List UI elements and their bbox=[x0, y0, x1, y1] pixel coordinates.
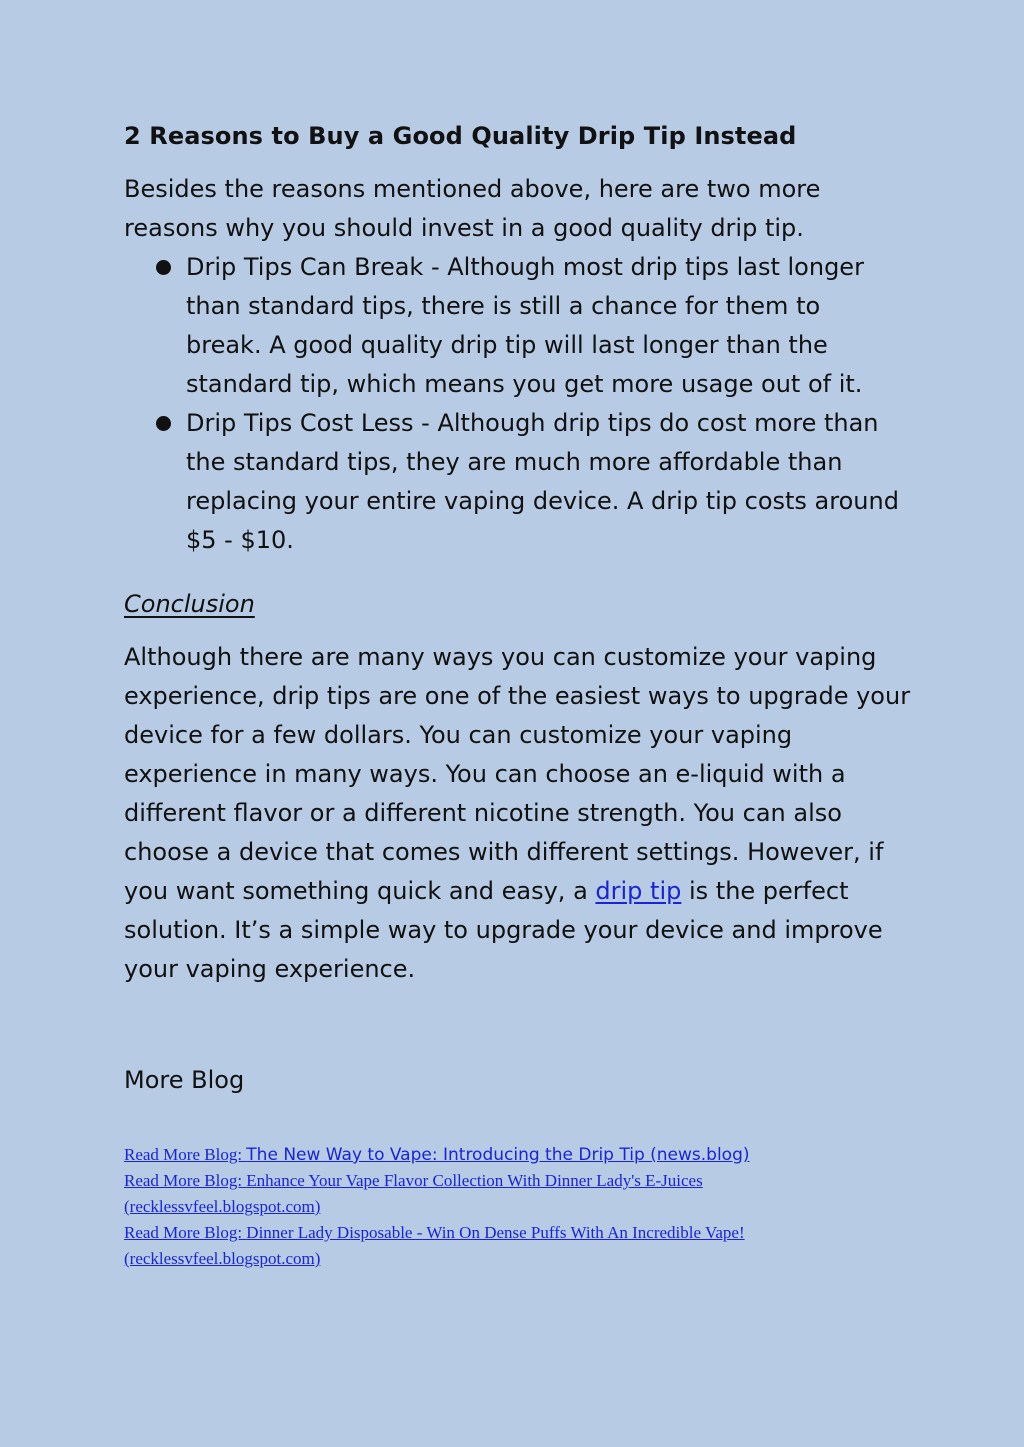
bullet-icon bbox=[156, 416, 171, 431]
conclusion-text-before-link: Although there are many ways you can customize your vaping experience, drip tips are one of the easiest ways to upgrade your device for a few dollars. You can customize your vaping experience in many ways. You can choose an e-liquid with a different flavor or a different nicotine strength. You can also choose a device that comes with different settings. However, if you want something quick and easy, a bbox=[124, 643, 911, 905]
blog-link-dinner-lady-ejuices[interactable] bbox=[124, 1168, 884, 1220]
list-item bbox=[154, 404, 899, 560]
conclusion-heading: Conclusion bbox=[124, 590, 255, 618]
conclusion-paragraph bbox=[124, 638, 914, 989]
drip-tip-link[interactable]: drip tip bbox=[595, 877, 682, 905]
blog-link-title: The New Way to Vape: Introducing the Drip Tip (news.blog) bbox=[246, 1145, 750, 1165]
more-blog-heading: More Blog bbox=[124, 1066, 245, 1094]
bullet-icon bbox=[156, 260, 171, 275]
list-item bbox=[154, 248, 899, 404]
more-blog-links bbox=[124, 1142, 884, 1272]
blog-link-dinner-lady-disposable[interactable] bbox=[124, 1220, 884, 1272]
blog-link-prefix: Read More Blog: bbox=[124, 1223, 247, 1242]
blog-link-title: Dinner Lady Disposable - Win On Dense Puffs With An Incredible Vape! (recklessvfeel.blogspot.com) bbox=[124, 1223, 745, 1268]
blog-link-title: Enhance Your Vape Flavor Collection With Dinner Lady's E-Juices (recklessvfeel.blogspot.com) bbox=[124, 1171, 703, 1216]
blog-link-prefix: Read More Blog: bbox=[124, 1145, 247, 1164]
section-heading: 2 Reasons to Buy a Good Quality Drip Tip Instead bbox=[124, 122, 797, 150]
blog-link-prefix: Read More Blog: bbox=[124, 1171, 247, 1190]
list-item-text: Drip Tips Cost Less - Although drip tips do cost more than the standard tips, they are much more affordable than replacing your entire vaping device. A drip tip costs around $5 - $10. bbox=[186, 409, 899, 554]
list-item-text: Drip Tips Can Break - Although most drip tips last longer than standard tips, there is still a chance for them to break. A good quality drip tip will last longer than the standard tip, which means you get more usage out of it. bbox=[186, 253, 864, 398]
section-intro: Besides the reasons mentioned above, here are two more reasons why you should invest in a good quality drip tip. bbox=[124, 175, 821, 242]
reasons-list bbox=[154, 248, 899, 560]
blog-link-drip-tip[interactable] bbox=[124, 1142, 884, 1168]
conclusion-text-after-link: is the perfect solution. It’s a simple way to upgrade your device and improve your vaping experience. bbox=[124, 877, 883, 983]
